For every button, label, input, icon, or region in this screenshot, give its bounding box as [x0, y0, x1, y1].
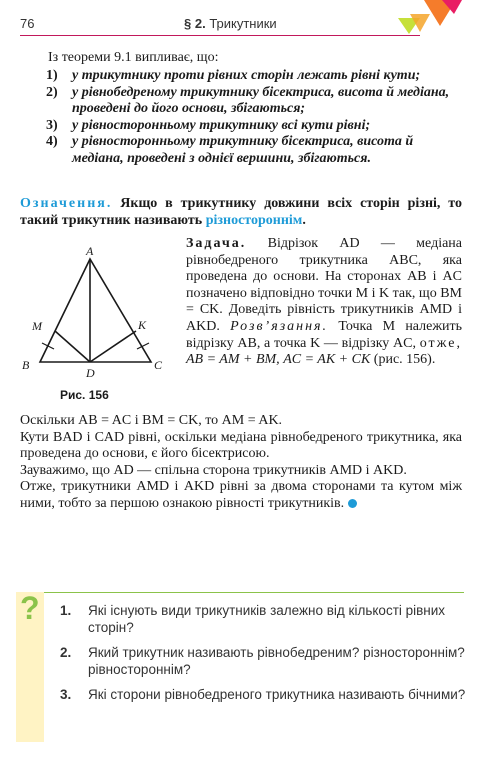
equation-1: AB = AM + BM, [186, 352, 280, 368]
point-k-label: K [138, 318, 147, 332]
consequences-list [46, 68, 462, 168]
section-title [184, 16, 277, 31]
question-item: 2. Який трикутник називають рівнобедреним? різностороннім? рівностороннім? [60, 645, 465, 677]
definition-text: Якщо в трикутнику довжини всіх сторін різні, то такий трикутник називають [20, 196, 463, 228]
solution-otzhe: отже, [419, 335, 462, 351]
header-rule [20, 35, 420, 36]
task-text: Відрізок AD — медіана рівнобедреного трикутника ABC, яка проведена до основи. На сторонах AB і AC позначено відповідно точки M і K так, що BM = CK. Доведіть рівність трикутників AMD і AKD. [186, 236, 462, 334]
section-number: § 2. [184, 16, 206, 31]
paragraph: Оскільки AB = AC і BM = CK, то AM = AK. [20, 413, 283, 428]
paragraph: Зауважимо, що AD — спільна сторона трикутників AMD і AKD. [20, 462, 407, 478]
definition-label: Означення. [20, 196, 113, 211]
solution-continuation [20, 413, 462, 513]
questions-list [60, 602, 470, 711]
figure-reference: (рис. 156). [373, 352, 436, 368]
task-block [186, 236, 462, 369]
equation-2: AC = AK + CK [283, 352, 371, 368]
solution-label: Розв’язання. [230, 318, 329, 334]
point-d-label: D [86, 366, 95, 380]
point-m-label: M [32, 319, 42, 333]
vertex-b-label: B [22, 358, 30, 372]
section-name: Трикутники [209, 16, 277, 31]
list-item: 4) у рівносторонньому трикутнику бісектриса, висота й медіана, проведені з однієї вершини, збігаються. [46, 134, 414, 166]
page-number: 76 [20, 16, 35, 31]
list-item: 3) у рівносторонньому трикутнику всі кути рівні; [46, 117, 371, 133]
question-rule [44, 592, 464, 593]
header-decoration [392, 0, 480, 40]
list-item: 2) у рівнобедреному трикутнику бісектриса, висота й медіана, проведені до його основи, збігаються; [46, 84, 450, 117]
question-item: 3. Які сторони рівнобедреного трикутника називають бічними? [60, 687, 466, 702]
list-item: 1) у трикутнику проти рівних сторін лежать рівні кути; [46, 68, 421, 83]
end-of-proof-marker [348, 499, 357, 508]
vertex-a-label: A [86, 244, 94, 258]
page-header [0, 0, 480, 40]
task-label: Задача. [186, 236, 247, 251]
figure-caption: Рис. 156 [60, 388, 109, 402]
vertex-c-label: C [154, 358, 163, 372]
definition-term: різностороннім [205, 212, 303, 228]
solution-text: Точка M належить відрізку AB, а точка K — відрізку AC, [186, 318, 463, 351]
paragraph: Отже, трикутники AMD і AKD рівні за двома сторонами та кутом між ними, тобто за першою ознакою рівності трикутників. [20, 479, 462, 511]
question-mark-icon: ? [20, 590, 40, 626]
paragraph: Кути BAD і CAD рівні, оскільки медіана рівнобедреного трикутника, яка проведена до основи, є його бісектрисою. [20, 429, 462, 462]
definition-block: Означення. Якщо в трикутнику довжини всіх сторін різні, то такий трикутник називають різностороннім. [20, 196, 463, 228]
intro-text: Із теореми 9.1 випливає, що: [48, 50, 219, 65]
question-item: 1. Які існують види трикутників залежно від кількості рівних сторін? [60, 603, 446, 635]
figure-156 [14, 243, 174, 381]
review-questions [16, 592, 464, 742]
